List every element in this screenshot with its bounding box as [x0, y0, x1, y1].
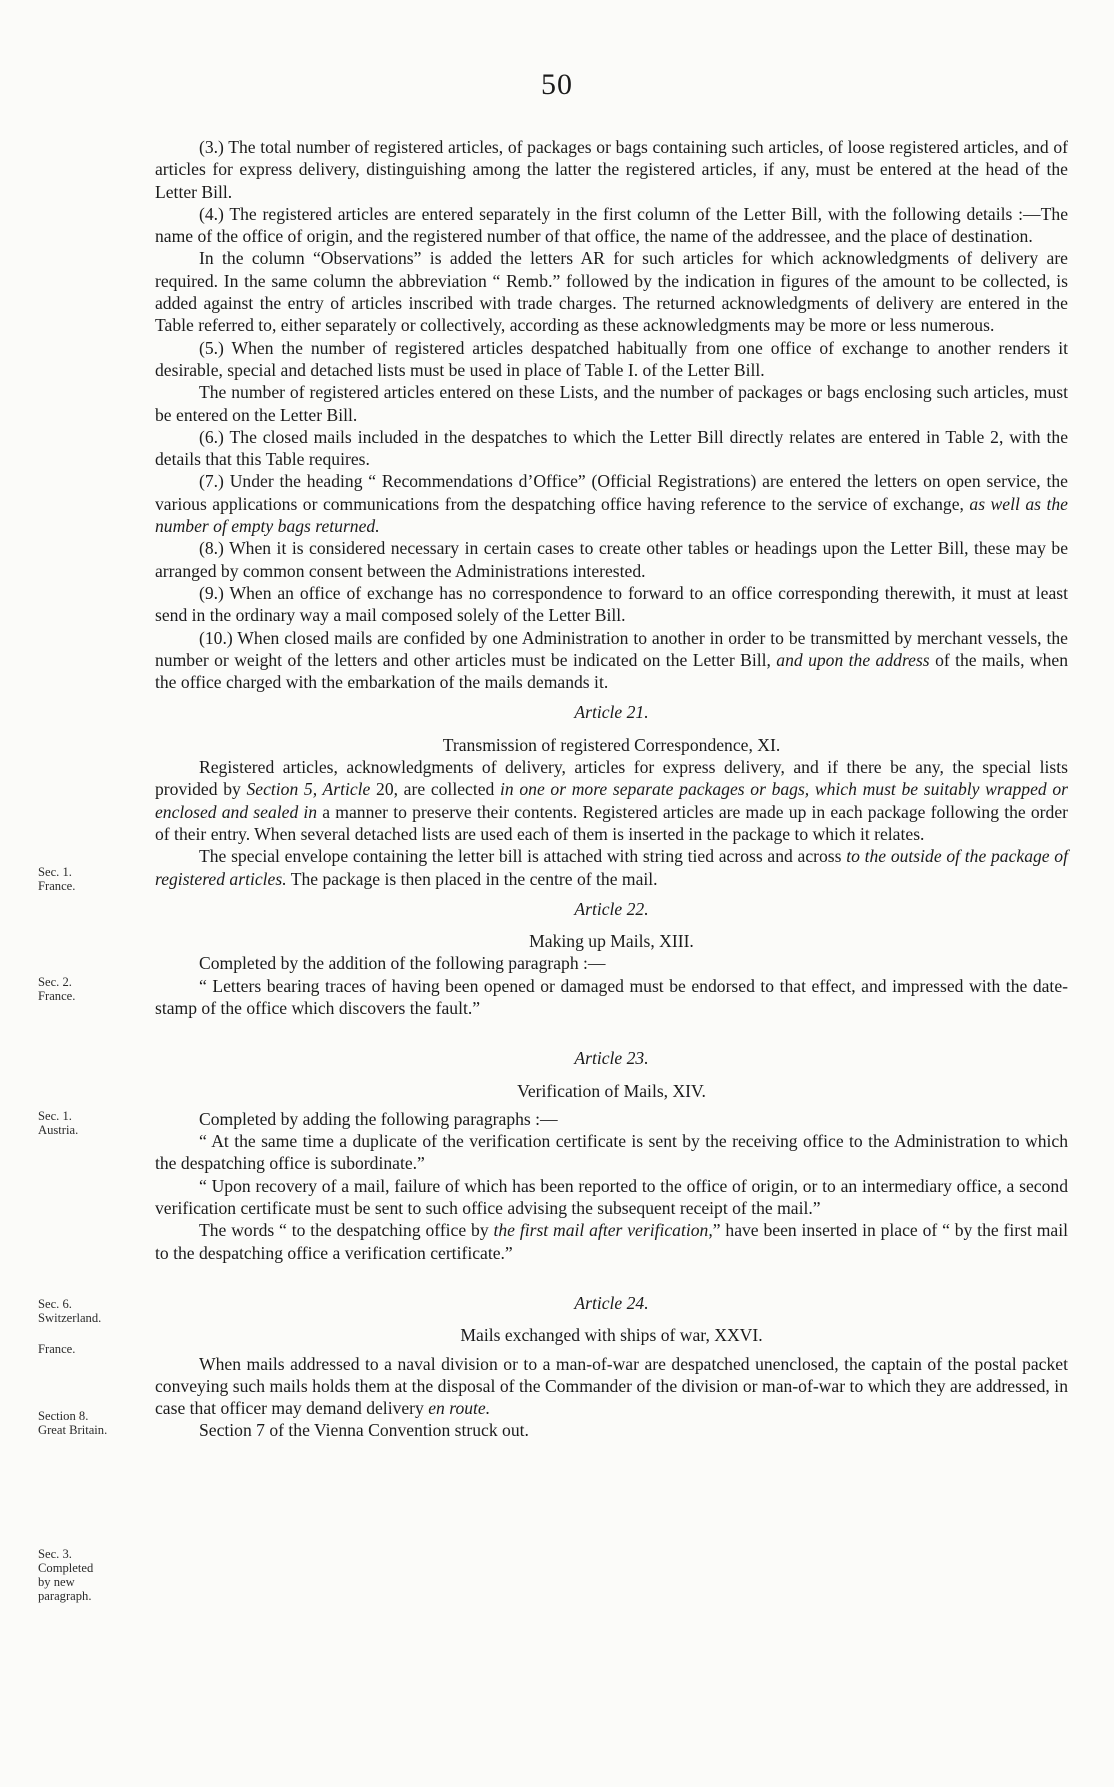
paragraph-8: (8.) When it is considered necessary in certain cases to create other tables or headings upon the Letter Bill, these may be arranged by common consent between the Administrations interested. — [155, 538, 1068, 581]
margin-note-art23-france: France. — [38, 1342, 76, 1356]
paragraph-5: (5.) When the number of registered articles despatched habitually from one office of exchange to another renders it desirable, special and detached lists must be used in place of Table I. of the Letter Bill. — [155, 337, 1068, 380]
article-22-section: Making up Mails, XIII. — [529, 931, 694, 952]
article-21-sec1: Registered articles, acknowledgments of delivery, articles for express delivery, and if there be any, the special lists provided by Section 5, Article 20, are collected in one or more separate packages or bags, which must be suitably wrapped or enclosed and sealed in a manner to preserve their contents. Registered articles are made up in each package following the order of their entry. When several detached lists are used each of them is inserted in the package to which it relates. — [155, 757, 1068, 844]
article-21-section: Transmission of registered Correspondence, XI. — [442, 734, 781, 755]
margin-note-art22-sec1: Sec. 1. Austria. — [38, 1109, 79, 1137]
article-24-title: Article 24. — [574, 1292, 649, 1313]
margin-note-art21-sec1: Sec. 1. France. — [38, 865, 76, 893]
paragraph-3: (3.) The total number of registered articles, of packages or bags containing such articles, of loose registered articles, and of articles for express delivery, distinguishing among the latter the registered articles, if any, must be entered at the head of the Letter Bill. — [155, 137, 1068, 202]
paragraph-observations: In the column “Observations” is added the letters AR for such articles for which acknowledgments of delivery are required. In the same column the abbreviation “ Remb.” followed by the indication in figures of the amount to be collected, is added against the entry of articles inscribed with trade charges. The returned acknowledgments of delivery are entered in the Table referred to, either separately or collectively, according as these acknowledgments may be more or less numerous. — [155, 248, 1068, 336]
article-21-title: Article 21. — [574, 702, 649, 723]
margin-note-art21-sec2: Sec. 2. France. — [38, 975, 76, 1003]
margin-note-art23-sec6: Sec. 6. Switzerland. — [38, 1297, 102, 1325]
paragraph-6: (6.) The closed mails included in the despatches to which the Letter Bill directly relates are entered in Table 2, with the details that this Table requires. — [155, 426, 1068, 470]
spacer — [155, 1019, 1068, 1039]
article-23-p3: “ Upon recovery of a mail, failure of which has been reported to the office of origin, or to an intermediary office, a second verification certificate must be sent to such office advising the subsequent receipt of the mail.” — [155, 1175, 1068, 1219]
spacer — [155, 1264, 1068, 1284]
article-24-section: Mails exchanged with ships of war, XXVI. — [460, 1325, 763, 1346]
document-body — [155, 136, 1068, 1442]
article-22-p1: Completed by the addition of the following paragraph :— — [199, 953, 606, 974]
article-23-section: Verification of Mails, XIV. — [517, 1080, 706, 1101]
paragraph-4: (4.) The registered articles are entered separately in the first column of the Letter Bill, with the following details :—The name of the office of origin, and the registered number of that office, the name of the addressee, and the place of destination. — [155, 203, 1068, 247]
article-22-title: Article 22. — [574, 898, 649, 919]
article-21-sec2: The special envelope containing the letter bill is attached with string tied across and across to the outside of the package of registered articles. The package is then placed in the centre of the mail. — [155, 846, 1068, 889]
article-23-p2: “ At the same time a duplicate of the verification certificate is sent by the receiving office to the Administration to which the despatching office is subordinate.” — [155, 1131, 1068, 1174]
paragraph-10: (10.) When closed mails are confided by one Administration to another in order to be transmitted by merchant vessels, the number or weight of the letters and other articles must be indicated on the Letter Bill, and upon the address of the mails, when the office charged with the embarkation of the mails demands it. — [155, 627, 1069, 693]
margin-note-art23-sec8: Section 8. Great Britain. — [38, 1409, 108, 1437]
margin-note-art24-sec3: Sec. 3. Completed by new paragraph. — [38, 1547, 94, 1603]
paragraph-lists: The number of registered articles entered on these Lists, and the number of packages or bags enclosing such articles, must be entered on the Letter Bill. — [155, 382, 1068, 425]
article-23-p1: Completed by adding the following paragraphs :— — [199, 1108, 558, 1129]
paragraph-7: (7.) Under the heading “ Recommendations d’Office” (Official Registrations) are entered the letters on open service, the various applications or communications from the despatching office having reference to the service of exchange, as well as the number of empty bags returned. — [155, 471, 1068, 537]
article-24-p1: When mails addressed to a naval division or to a man-of-war are despatched unenclosed, the captain of the postal packet conveying such mails holds them at the disposal of the Commander of the division or man-of-war to which they are addressed, in case that officer may demand delivery en route. — [155, 1353, 1068, 1419]
article-23-title: Article 23. — [574, 1048, 649, 1069]
article-23-p4: The words “ to the despatching office by the first mail after verification,” have been inserted in place of “ by the first mail to the despatching office a verification certificate.” — [155, 1220, 1068, 1263]
page-number: 50 — [541, 68, 573, 101]
article-22-p2: “ Letters bearing traces of having been opened or damaged must be endorsed to that effect, and impressed with the date-stamp of the office which discovers the fault.” — [155, 975, 1068, 1018]
article-24-p2: Section 7 of the Vienna Convention struck out. — [199, 1420, 529, 1441]
paragraph-9: (9.) When an office of exchange has no correspondence to forward to an office corresponding therewith, it must at least send in the ordinary way a mail composed solely of the Letter Bill. — [155, 582, 1068, 626]
